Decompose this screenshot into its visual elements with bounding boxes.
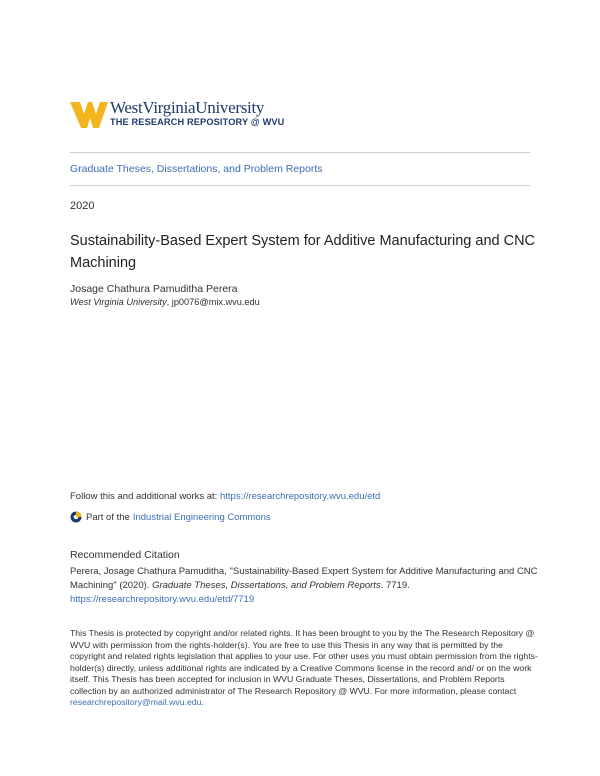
citation-body: [70, 565, 540, 607]
citation-text: Perera, Josage Chathura Pamuditha, "Sustainability-Based Expert System for Additive Manufacturing and CNC Machining" (2020).: [70, 566, 538, 591]
follow-link[interactable]: https://researchrepository.wvu.edu/etd: [219, 491, 381, 502]
notice-end: .: [201, 697, 204, 707]
divider-bottom: [70, 185, 530, 186]
divider-top: [70, 152, 530, 153]
commons-network-icon: [70, 511, 82, 523]
document-title: Sustainability-Based Expert System for Additive Manufacturing and CNC Machining: [70, 233, 536, 271]
follow-line: [70, 491, 380, 502]
citation-link[interactable]: https://researchrepository.wvu.edu/etd/7719: [70, 594, 255, 605]
wvu-logo[interactable]: [70, 98, 310, 134]
publication-year: 2020: [70, 200, 95, 212]
logo-subtitle: THE RESEARCH REPOSITORY @ WVU: [110, 117, 285, 127]
citation-series: Graduate Theses, Dissertations, and Problem Reports: [152, 580, 381, 591]
logo-name: WestVirginiaUniversity: [110, 98, 265, 117]
follow-prefix: Follow this and additional works at:: [70, 491, 220, 502]
affiliation-name: West Virginia University: [70, 297, 167, 307]
citation-number: . 7719.: [380, 580, 410, 591]
commons-link[interactable]: Industrial Engineering Commons: [132, 511, 271, 523]
series-link[interactable]: Graduate Theses, Dissertations, and Problem Reports: [70, 163, 323, 175]
contact-email-link[interactable]: researchrepository@mail.wvu.edu: [70, 697, 202, 707]
part-of-prefix: Part of the: [86, 511, 130, 523]
copyright-notice: [70, 628, 540, 709]
citation-heading: Recommended Citation: [70, 549, 180, 561]
author-name: Josage Chathura Pamuditha Perera: [70, 283, 238, 295]
notice-text: This Thesis is protected by copyright and/or related rights. It has been brought to you by the The Research Repository @ WVU with permission from the rights-holder(s). You are free to use this Thesis in any way that is permitted by the copyright and related rights legislation that applies to your use. For other uses you must obtain permission from the rights-holder(s) directly, unless additional rights are indicated by a Creative Commons license in the record and/ or on the work itself. This Thesis has been accepted for inclusion in WVU Graduate Theses, Dissertations, and Problem Reports collection by an authorized administrator of The Research Repository @ WVU. For more information, please contact: [70, 628, 538, 696]
wvu-flying-wv-icon: [70, 98, 108, 132]
part-of-line: [70, 511, 271, 523]
author-affiliation: [70, 297, 260, 307]
author-email: , jp0076@mix.wvu.edu: [166, 297, 260, 307]
